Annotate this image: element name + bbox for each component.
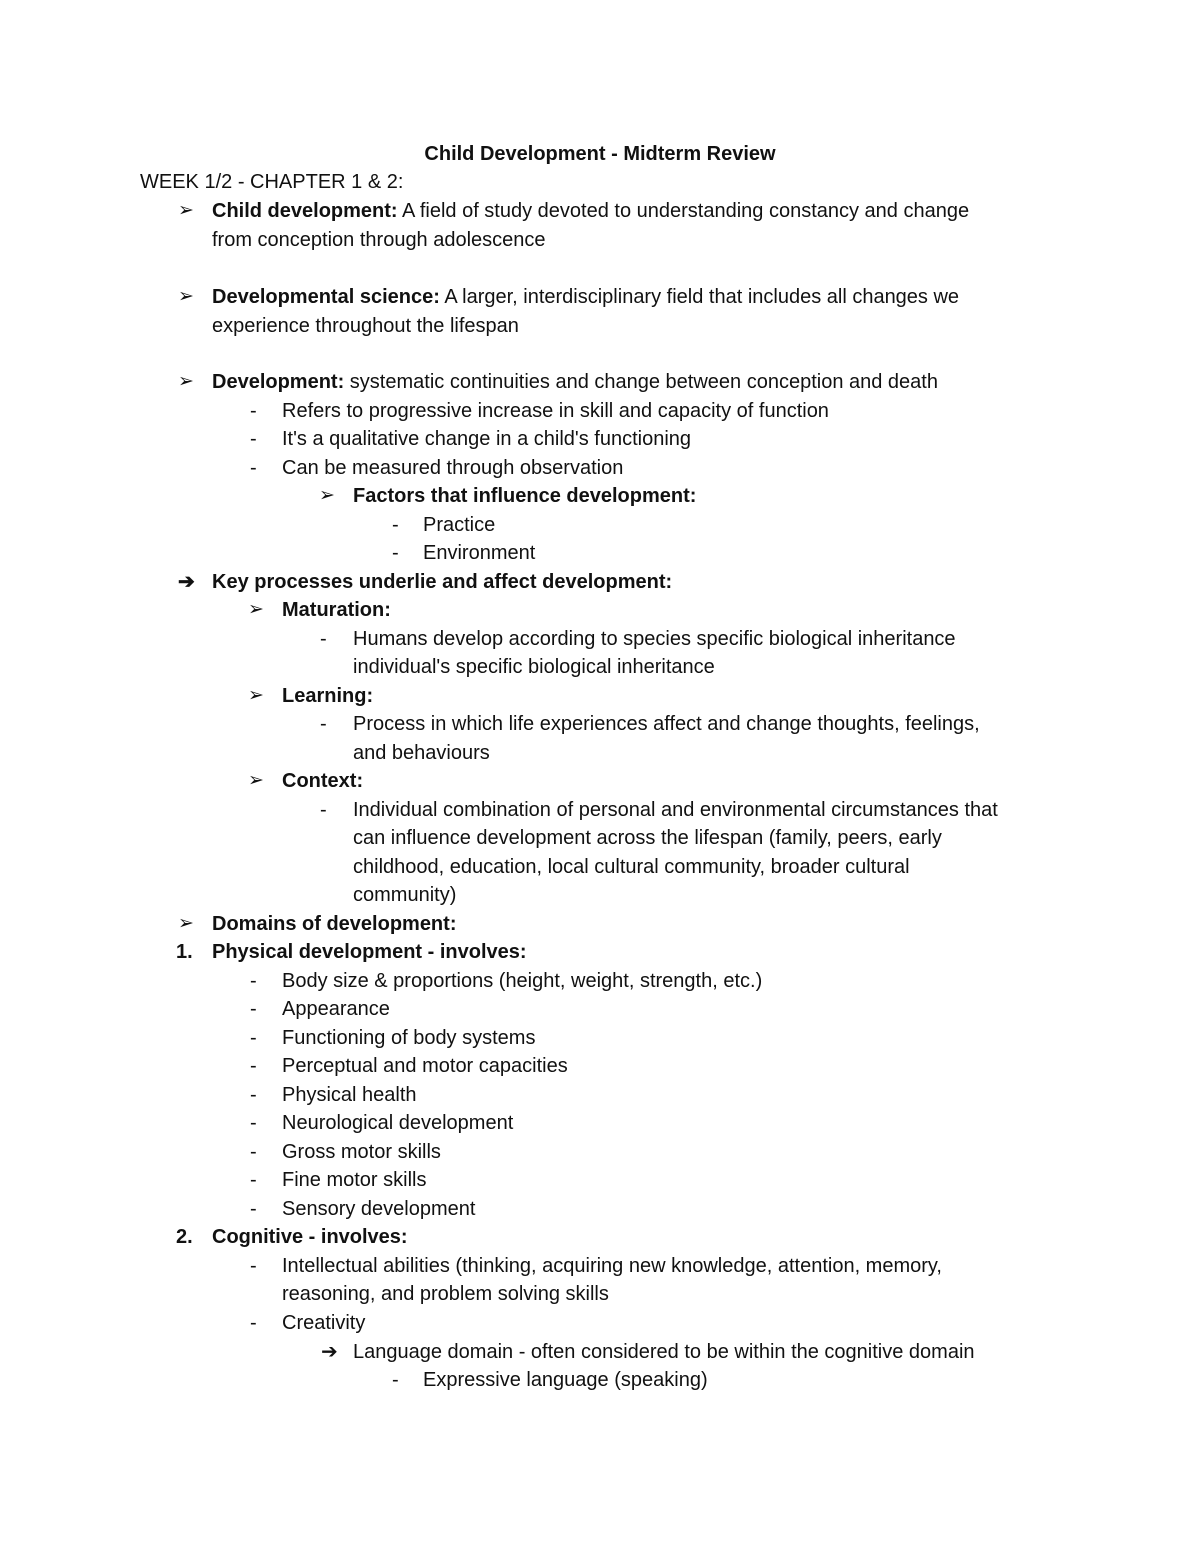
dash-bullet: -: [250, 428, 257, 450]
development-point: Refers to progressive increase in skill and capacity of function: [282, 400, 829, 422]
dash-bullet: -: [250, 1312, 257, 1334]
dash-bullet: -: [250, 1169, 257, 1191]
key-processes-heading: Key processes underlie and affect development:: [212, 571, 673, 593]
arrowhead-bullet: ➢: [248, 599, 264, 620]
physical-item: Neurological development: [282, 1112, 514, 1134]
context-line4: community): [353, 884, 457, 906]
child-development-term: Child development:: [212, 200, 398, 222]
dash-bullet: -: [250, 1027, 257, 1049]
learning-label: Learning:: [282, 685, 374, 707]
physical-heading: Physical development - involves:: [212, 941, 527, 963]
dash-bullet: -: [250, 998, 257, 1020]
document-title: Child Development - Midterm Review: [424, 143, 776, 165]
development-term: Development:: [212, 371, 345, 393]
number-marker: 1.: [176, 941, 193, 963]
dash-bullet: -: [320, 713, 327, 735]
developmental-science-definition: [212, 283, 959, 312]
developmental-science-term: Developmental science:: [212, 286, 440, 308]
development-def: systematic continuities and change between conception and death: [344, 371, 938, 393]
dash-bullet: -: [392, 542, 399, 564]
arrowhead-bullet: ➢: [178, 200, 194, 221]
domains-heading: Domains of development:: [212, 913, 457, 935]
arrowhead-bullet: ➢: [248, 685, 264, 706]
dash-bullet: -: [250, 970, 257, 992]
physical-item: Sensory development: [282, 1198, 476, 1220]
arrow-bullet: ➔: [178, 571, 195, 593]
learning-line2: and behaviours: [353, 742, 490, 764]
dash-bullet: -: [250, 1112, 257, 1134]
physical-item: Appearance: [282, 998, 390, 1020]
context-line3: childhood, education, local cultural community, broader cultural: [353, 856, 910, 878]
arrowhead-bullet: ➢: [248, 770, 264, 791]
arrowhead-bullet: ➢: [319, 485, 335, 506]
dash-bullet: -: [250, 1084, 257, 1106]
physical-item: Physical health: [282, 1084, 417, 1106]
dash-bullet: -: [250, 1255, 257, 1277]
week-heading: WEEK 1/2 - CHAPTER 1 & 2:: [140, 171, 404, 193]
cognitive-intellectual-line1: Intellectual abilities (thinking, acquiring new knowledge, attention, memory,: [282, 1255, 942, 1277]
factor-item: Environment: [423, 542, 536, 564]
physical-item: Fine motor skills: [282, 1169, 427, 1191]
physical-item: Gross motor skills: [282, 1141, 441, 1163]
child-development-def-line1: A field of study devoted to understanding constancy and change: [397, 200, 970, 222]
developmental-science-def-line2: experience throughout the lifespan: [212, 315, 519, 337]
dash-bullet: -: [392, 1369, 399, 1391]
cognitive-creativity: Creativity: [282, 1312, 366, 1334]
dash-bullet: -: [250, 1141, 257, 1163]
child-development-def-line2: from conception through adolescence: [212, 229, 546, 251]
arrowhead-bullet: ➢: [178, 913, 194, 934]
learning-line1: Process in which life experiences affect and change thoughts, feelings,: [353, 713, 980, 735]
dash-bullet: -: [250, 457, 257, 479]
dash-bullet: -: [320, 799, 327, 821]
dash-bullet: -: [250, 1055, 257, 1077]
number-marker: 2.: [176, 1226, 193, 1248]
expressive-language: Expressive language (speaking): [423, 1369, 708, 1391]
dash-bullet: -: [250, 400, 257, 422]
factor-item: Practice: [423, 514, 496, 536]
maturation-label: Maturation:: [282, 599, 391, 621]
cognitive-heading: Cognitive - involves:: [212, 1226, 408, 1248]
dash-bullet: -: [320, 628, 327, 650]
dash-bullet: -: [392, 514, 399, 536]
development-definition: [212, 368, 938, 397]
development-point: Can be measured through observation: [282, 457, 624, 479]
arrow-bullet: ➔: [321, 1341, 338, 1363]
developmental-science-def-line1: A larger, interdisciplinary field that includes all changes we: [439, 286, 960, 308]
physical-item: Perceptual and motor capacities: [282, 1055, 568, 1077]
child-development-definition: [212, 197, 969, 226]
cognitive-intellectual-line2: reasoning, and problem solving skills: [282, 1283, 609, 1305]
context-label: Context:: [282, 770, 364, 792]
arrowhead-bullet: ➢: [178, 286, 194, 307]
physical-item: Functioning of body systems: [282, 1027, 536, 1049]
development-point: It's a qualitative change in a child's functioning: [282, 428, 692, 450]
physical-item: Body size & proportions (height, weight, strength, etc.): [282, 970, 763, 992]
maturation-line1: Humans develop according to species specific biological inheritance: [353, 628, 956, 650]
factors-heading: Factors that influence development:: [353, 485, 697, 507]
context-line2: can influence development across the lifespan (family, peers, early: [353, 827, 942, 849]
language-domain: Language domain - often considered to be within the cognitive domain: [353, 1341, 975, 1363]
maturation-line2: individual's specific biological inheritance: [353, 656, 715, 678]
arrowhead-bullet: ➢: [178, 371, 194, 392]
dash-bullet: -: [250, 1198, 257, 1220]
context-line1: Individual combination of personal and environmental circumstances that: [353, 799, 998, 821]
